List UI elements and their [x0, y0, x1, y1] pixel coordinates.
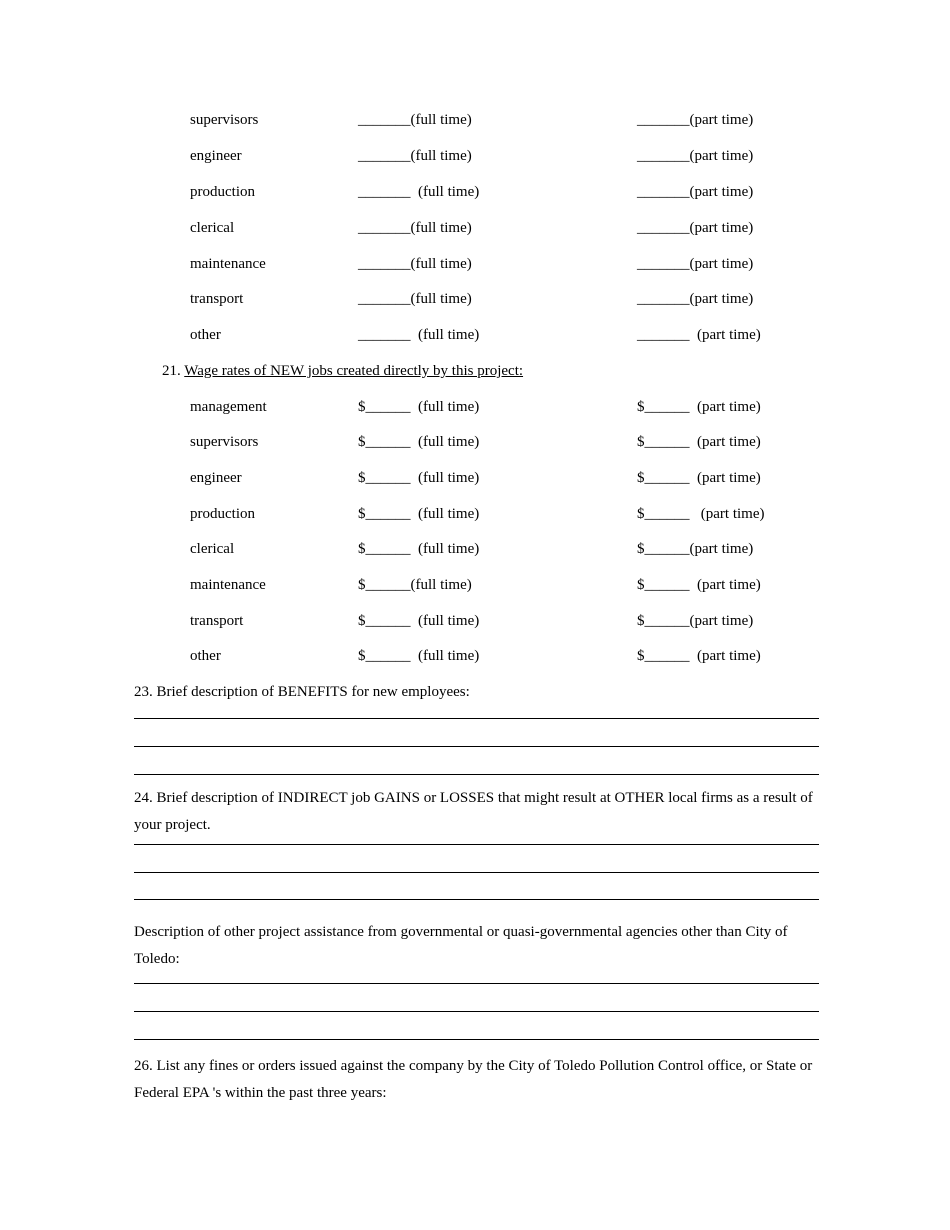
part-time-wage-blank[interactable]: $______ (part time): [637, 648, 761, 664]
job-category-label: clerical: [190, 541, 235, 557]
job-category-label: transport: [190, 613, 244, 629]
headcount-row: [0, 289, 950, 309]
question-21-label: Wage rates of NEW jobs created directly by this project:: [184, 363, 524, 379]
answer-line[interactable]: [134, 718, 819, 719]
wage-row: [0, 646, 950, 666]
wage-row: [0, 468, 950, 488]
job-category-label: other: [190, 327, 221, 343]
full-time-count-blank[interactable]: _______(full time): [358, 112, 472, 128]
answer-line[interactable]: [134, 983, 819, 984]
part-time-wage-blank[interactable]: $______(part time): [637, 613, 754, 629]
part-time-wage-blank[interactable]: $______ (part time): [637, 506, 765, 522]
answer-line[interactable]: [134, 1039, 819, 1040]
job-category-label: management: [190, 399, 267, 415]
headcount-row: [0, 218, 950, 238]
part-time-count-blank[interactable]: _______ (part time): [637, 327, 761, 343]
part-time-count-blank[interactable]: _______(part time): [637, 291, 754, 307]
job-category-label: maintenance: [190, 256, 266, 272]
job-category-label: supervisors: [190, 112, 259, 128]
headcount-row: [0, 325, 950, 345]
headcount-row: [0, 146, 950, 166]
question-26-prompt: 26. List any fines or orders issued against the company by the City of Toledo Pollution Control office, or State or Federal EPA 's within the past three years:: [134, 1058, 813, 1101]
answer-line[interactable]: [134, 1011, 819, 1012]
part-time-count-blank[interactable]: _______(part time): [637, 148, 754, 164]
wage-row: [0, 504, 950, 524]
part-time-count-blank[interactable]: _______(part time): [637, 220, 754, 236]
job-category-label: transport: [190, 291, 244, 307]
answer-line[interactable]: [134, 872, 819, 873]
part-time-wage-blank[interactable]: $______ (part time): [637, 399, 761, 415]
question-25-prompt: Description of other project assistance from governmental or quasi-governmental agencies other than City of Toledo:: [134, 924, 788, 967]
question-24-prompt: 24. Brief description of INDIRECT job GAINS or LOSSES that might result at OTHER local firms as a result of your project.: [134, 790, 813, 833]
wage-row: [0, 397, 950, 417]
full-time-wage-blank[interactable]: $______ (full time): [358, 470, 480, 486]
answer-line[interactable]: [134, 844, 819, 845]
part-time-count-blank[interactable]: _______(part time): [637, 112, 754, 128]
full-time-count-blank[interactable]: _______ (full time): [358, 184, 480, 200]
headcount-row: [0, 110, 950, 130]
full-time-wage-blank[interactable]: $______(full time): [358, 577, 472, 593]
headcount-row: [0, 182, 950, 202]
full-time-count-blank[interactable]: _______(full time): [358, 291, 472, 307]
job-category-label: clerical: [190, 220, 235, 236]
answer-line[interactable]: [134, 899, 819, 900]
job-category-label: production: [190, 506, 255, 522]
part-time-count-blank[interactable]: _______(part time): [637, 256, 754, 272]
question-21-heading: [162, 361, 523, 381]
part-time-wage-blank[interactable]: $______ (part time): [637, 577, 761, 593]
full-time-wage-blank[interactable]: $______ (full time): [358, 399, 480, 415]
full-time-wage-blank[interactable]: $______ (full time): [358, 506, 480, 522]
full-time-count-blank[interactable]: _______(full time): [358, 220, 472, 236]
part-time-count-blank[interactable]: _______(part time): [637, 184, 754, 200]
wage-row: [0, 611, 950, 631]
job-category-label: maintenance: [190, 577, 266, 593]
job-category-label: supervisors: [190, 434, 259, 450]
part-time-wage-blank[interactable]: $______ (part time): [637, 470, 761, 486]
wage-row: [0, 432, 950, 452]
job-category-label: production: [190, 184, 255, 200]
wage-row: [0, 539, 950, 559]
answer-line[interactable]: [134, 774, 819, 775]
question-23-prompt: 23. Brief description of BENEFITS for new employees:: [134, 684, 470, 700]
part-time-wage-blank[interactable]: $______(part time): [637, 541, 754, 557]
full-time-wage-blank[interactable]: $______ (full time): [358, 613, 480, 629]
job-category-label: other: [190, 648, 221, 664]
job-category-label: engineer: [190, 148, 242, 164]
job-category-label: engineer: [190, 470, 242, 486]
full-time-count-blank[interactable]: _______(full time): [358, 148, 472, 164]
full-time-wage-blank[interactable]: $______ (full time): [358, 434, 480, 450]
question-21-number: 21.: [162, 363, 185, 379]
part-time-wage-blank[interactable]: $______ (part time): [637, 434, 761, 450]
full-time-count-blank[interactable]: _______ (full time): [358, 327, 480, 343]
full-time-count-blank[interactable]: _______(full time): [358, 256, 472, 272]
answer-line[interactable]: [134, 746, 819, 747]
full-time-wage-blank[interactable]: $______ (full time): [358, 648, 480, 664]
full-time-wage-blank[interactable]: $______ (full time): [358, 541, 480, 557]
headcount-row: [0, 254, 950, 274]
wage-row: [0, 575, 950, 595]
